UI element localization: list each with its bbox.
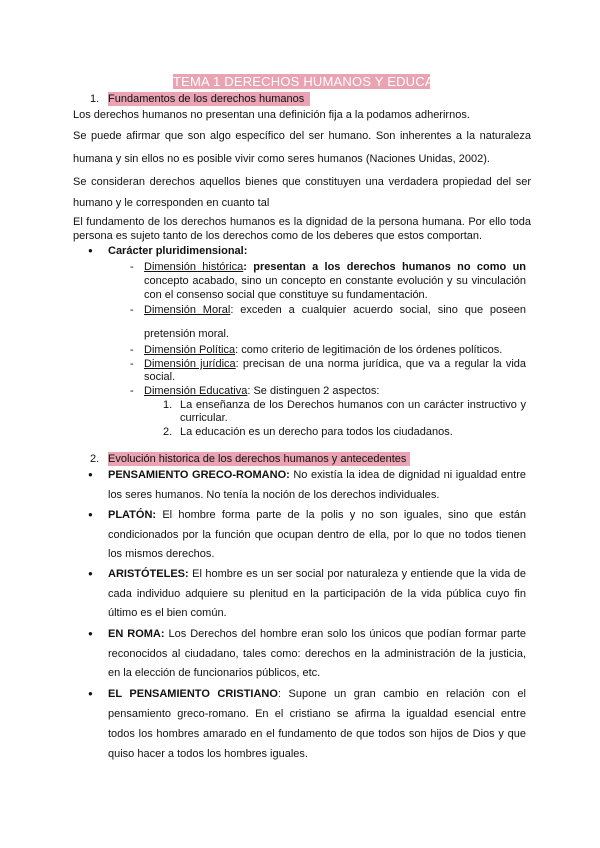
dimension-moral-text: : exceden a cualquier acuerdo social, sino que poseen: [230, 304, 526, 316]
en-roma-label: EN ROMA:: [108, 628, 165, 640]
section1-paragraph-3-line-2: humano y le corresponden en cuanto tal: [73, 197, 270, 209]
dimension-historica-line-1: [144, 260, 526, 274]
bullet-caracter-pluridimensional-label: Carácter pluridimensional:: [108, 245, 248, 257]
en-roma-line-3: en la elección de funcionarios públicos, etc.: [108, 667, 321, 679]
aristoteles-text: El hombre es un ser social por naturaleza y entiende que la vida de: [188, 568, 526, 580]
aristoteles-line-2: cada individuo adquiere su plenitud en la participación de la vida pública cuyo fin: [108, 588, 526, 600]
dimension-juridica-label: Dimensión jurídica: [144, 358, 236, 370]
section1-paragraph-2-line-1: Se puede afirmar que son algo específico del ser humano. Son inherentes a la naturaleza: [73, 130, 531, 142]
dimension-historica-label: Dimensión histórica: [144, 261, 244, 273]
section1-paragraph-4-line-1: El fundamento de los derechos humanos es la dignidad de la persona humana. Por ello toda: [73, 216, 531, 228]
dimension-moral-line-2: pretensión moral.: [144, 328, 229, 340]
section2-heading: Evolución historica de los derechos humanos y antecedentes: [108, 452, 410, 466]
platon-line-2: condicionados por la función que ocupan dentro de ella, por lo que no todos tienen: [108, 529, 526, 541]
pensamiento-cristiano-line-2: pensamiento greco-romano. En el cristiano se afirma la igualdad esencial entre: [108, 708, 526, 720]
aspect-1-line-2: curricular.: [180, 412, 228, 424]
dimension-politica-label: Dimensión Política: [144, 344, 236, 356]
pensamiento-cristiano-line-3: todos los hombres amarado en el fundamento de que todos son hijos de Dios y que: [108, 728, 526, 740]
section1-paragraph-1: Los derechos humanos no presentan una definición fija a la podamos adherirnos.: [73, 109, 470, 121]
platon-label: PLATÓN:: [108, 509, 157, 521]
dimension-moral-line-1: [144, 303, 526, 317]
bullet-aristoteles-line-1: [108, 567, 526, 581]
dimension-moral-label: Dimensión Moral: [144, 304, 231, 316]
dimension-educativa-text: : Se distinguen 2 aspectos:: [247, 385, 380, 397]
aristoteles-line-3: último es el bien común.: [108, 607, 227, 619]
section1-paragraph-4-line-2: persona es sujeto tanto de los derechos como de los deberes que estos comportan.: [73, 230, 483, 242]
en-roma-text: Los Derechos del hombre eran solo los únicos que podían formar parte: [164, 628, 526, 640]
bullet-platon-line-1: [108, 508, 526, 522]
greco-romano-label: PENSAMIENTO GRECO-ROMANO:: [108, 469, 290, 481]
aspect-1-line-1: La enseñanza de los Derechos humanos con un carácter instructivo y: [180, 399, 526, 411]
dimension-politica-text: : como criterio de legitimación de los órdenes políticos.: [235, 344, 503, 356]
section1-number: 1.: [90, 93, 100, 105]
dimension-juridica-line-2: social.: [144, 371, 176, 383]
bullet-pensamiento-cristiano-line-1: [108, 687, 526, 701]
section1-heading: Fundamentos de los derechos humanos: [108, 92, 310, 106]
bullet-greco-romano-line-1: [108, 468, 526, 482]
greco-romano-line-2: los seres humanos. No tenía la noción de los derechos individuales.: [108, 489, 440, 501]
bullet-en-roma-line-1: [108, 627, 526, 641]
greco-romano-text: No existía la idea de dignidad ni igualdad entre: [289, 469, 526, 481]
platon-line-3: los mismos derechos.: [108, 548, 215, 560]
dimension-historica-line-3: con el consenso social que constituye su fundamentación.: [144, 289, 428, 301]
aspect-1-number: 1.: [163, 399, 173, 411]
bullet-caracter-pluridimensional: [108, 244, 247, 258]
aristoteles-label: ARISTÓTELES:: [108, 568, 189, 580]
dimension-educativa-label: Dimensión Educativa: [144, 385, 248, 397]
dimension-educativa-line-1: [144, 384, 379, 398]
pensamiento-cristiano-label: EL PENSAMIENTO CRISTIANO: [108, 688, 278, 700]
pensamiento-cristiano-text: : Supone un gran cambio en relación con el: [277, 688, 526, 700]
dimension-juridica-line-1: [144, 357, 526, 371]
dimension-historica-text: : presentan a los derechos humanos no como un: [243, 261, 527, 273]
platon-text: El hombre forma parte de la polis y no son iguales, sino que están: [156, 509, 526, 521]
section1-paragraph-2-line-2: humana y sin ellos no es posible vivir como seres humanos (Naciones Unidas, 2002).: [73, 153, 490, 165]
dimension-historica-line-2: concepto acabado, sino un concepto en constante evolución y su vinculación: [144, 275, 526, 287]
pensamiento-cristiano-line-4: quiso hacer a todos los hombres iguales.: [108, 748, 308, 760]
aspect-2-number: 2.: [163, 426, 173, 438]
section1-paragraph-3-line-1: Se consideran derechos aquellos bienes que constituyen una verdadera propiedad del ser: [73, 176, 531, 188]
section2-number: 2.: [90, 453, 100, 465]
page-title: TEMA 1 DERECHOS HUMANOS Y EDUCACIÓN B.1: [173, 74, 491, 89]
dimension-juridica-text: : precisan de una norma jurídica, que va a regular la vida: [235, 358, 526, 370]
aspect-2-line: La educación es un derecho para todos los ciudadanos.: [180, 426, 453, 438]
en-roma-line-2: reconocidos al ciudadano, tales como: derechos en la administración de la justicia,: [108, 648, 526, 660]
dimension-politica-line-1: [144, 343, 502, 357]
